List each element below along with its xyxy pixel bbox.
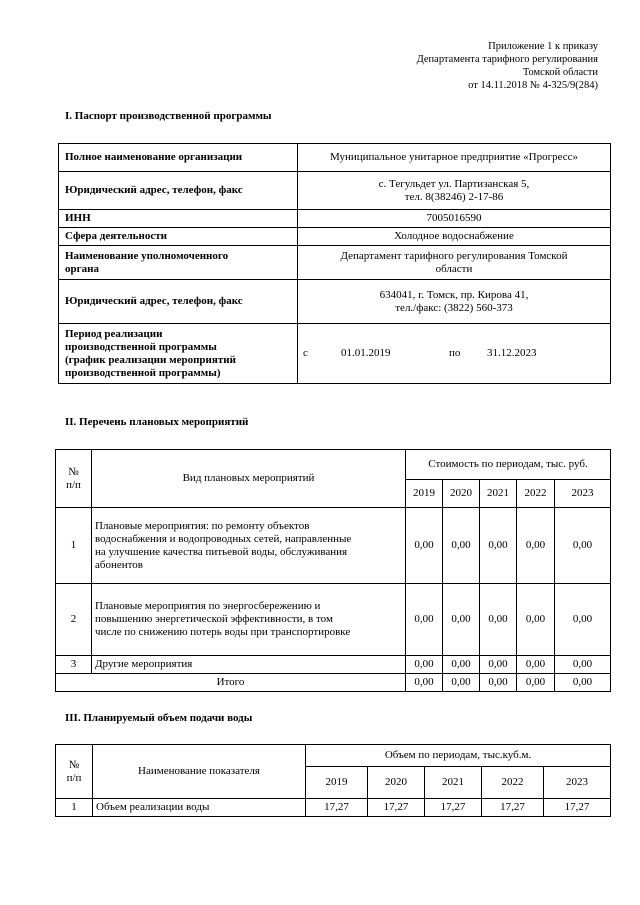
- year-header: 2020: [368, 767, 425, 799]
- row-label: Юридический адрес, телефон, факс: [59, 280, 298, 324]
- header-line: №: [68, 465, 79, 478]
- to-date: 31.12.2023: [487, 347, 537, 359]
- value-line: тел. 8(38246) 2-17-86: [404, 190, 504, 203]
- col-num-header: [56, 450, 92, 508]
- col-cost-header: Стоимость по периодам, тыс. руб.: [406, 450, 611, 480]
- row-num: 3: [56, 656, 92, 674]
- row-value: 0,00: [517, 584, 555, 656]
- row-value: 0,00: [443, 584, 480, 656]
- desc-line: на улучшение качества питьевой воды, обслуживания: [95, 545, 348, 558]
- table-row: [56, 508, 611, 584]
- table-row: [56, 584, 611, 656]
- section1-title: I. Паспорт производственной программы: [65, 110, 272, 122]
- row-value: 0,00: [555, 656, 611, 674]
- row-value: 17,27: [425, 799, 482, 817]
- value-line: 634041, г. Томск, пр. Кирова 41,: [379, 288, 529, 301]
- row-value: Холодное водоснабжение: [298, 228, 611, 246]
- label-line: Наименование уполномоченного: [65, 249, 229, 262]
- row-desc: [92, 584, 406, 656]
- value-line: тел./факс: (3822) 560-373: [395, 301, 513, 314]
- row-label: Сфера деятельности: [59, 228, 298, 246]
- table-row: [59, 172, 611, 210]
- row-num: 1: [56, 799, 93, 817]
- period-value: [298, 324, 611, 384]
- header-line: п/п: [66, 478, 81, 491]
- row-value: 17,27: [544, 799, 611, 817]
- col-name-header: Наименование показателя: [93, 745, 306, 799]
- row-value: 0,00: [406, 656, 443, 674]
- header-line: от 14.11.2018 № 4-325/9(284): [468, 80, 598, 91]
- table-row: [59, 324, 611, 384]
- total-label: Итого: [56, 674, 406, 692]
- table-row: [56, 656, 611, 674]
- total-value: 0,00: [517, 674, 555, 692]
- water-volume-table: [55, 744, 611, 817]
- label-line: (график реализации мероприятий: [65, 353, 236, 366]
- year-header: 2022: [482, 767, 544, 799]
- total-value: 0,00: [555, 674, 611, 692]
- total-value: 0,00: [480, 674, 517, 692]
- header-line: Приложение 1 к приказу: [488, 41, 598, 52]
- table-row: [56, 799, 611, 817]
- row-value: 0,00: [406, 508, 443, 584]
- row-label: Полное наименование организации: [59, 144, 298, 172]
- row-value: 0,00: [555, 584, 611, 656]
- row-label: [59, 246, 298, 280]
- desc-line: абонентов: [95, 558, 143, 571]
- header-line: п/п: [66, 771, 82, 784]
- row-value: [298, 280, 611, 324]
- measures-table: [55, 449, 611, 692]
- desc-line: повышению энергетической эффективности, в том: [95, 613, 333, 625]
- row-value: 17,27: [368, 799, 425, 817]
- total-value: 0,00: [443, 674, 480, 692]
- row-value: Муниципальное унитарное предприятие «Прогресс»: [298, 144, 611, 172]
- table-row: [59, 210, 611, 228]
- label-line: Период реализации: [65, 327, 163, 340]
- row-value: 0,00: [555, 508, 611, 584]
- table-row: [59, 280, 611, 324]
- year-header: 2021: [480, 480, 517, 508]
- row-label: ИНН: [59, 210, 298, 228]
- section2-title: II. Перечень плановых мероприятий: [65, 416, 249, 428]
- desc-line: Плановые мероприятия по энергосбережению и: [95, 600, 321, 612]
- row-value: 0,00: [480, 508, 517, 584]
- from-date: 01.01.2019: [341, 347, 391, 359]
- total-value: 0,00: [406, 674, 443, 692]
- total-row: [56, 674, 611, 692]
- header-line: Томской области: [522, 67, 598, 78]
- row-value: 0,00: [443, 508, 480, 584]
- year-header: 2021: [425, 767, 482, 799]
- row-desc: [92, 508, 406, 584]
- desc-line: водоснабжения и водопроводных сетей, направленные: [95, 532, 352, 545]
- label-line: органа: [65, 262, 99, 275]
- value-line: области: [435, 262, 473, 275]
- header-line: №: [68, 758, 80, 771]
- passport-table: [58, 143, 611, 384]
- col-num-header: [56, 745, 93, 799]
- year-header: 2023: [555, 480, 611, 508]
- row-value: 0,00: [517, 508, 555, 584]
- table-header-row: [56, 745, 611, 767]
- row-value: 0,00: [480, 656, 517, 674]
- to-word: по: [449, 347, 461, 359]
- row-value: 0,00: [517, 656, 555, 674]
- table-row: [59, 246, 611, 280]
- row-num: 1: [56, 508, 92, 584]
- table-row: [59, 144, 611, 172]
- row-value: 0,00: [443, 656, 480, 674]
- label-line: производственной программы): [65, 366, 221, 379]
- row-name: Объем реализации воды: [93, 799, 306, 817]
- document-header: [417, 40, 598, 92]
- section3-title: III. Планируемый объем подачи воды: [65, 712, 253, 724]
- row-value: [298, 172, 611, 210]
- row-label: [59, 324, 298, 384]
- table-header-row: [56, 450, 611, 480]
- year-header: 2023: [544, 767, 611, 799]
- desc-line: числе по снижению потерь воды при транспортировке: [95, 626, 351, 638]
- row-label: Юридический адрес, телефон, факс: [59, 172, 298, 210]
- row-value: 17,27: [482, 799, 544, 817]
- table-row: [59, 228, 611, 246]
- row-value: 7005016590: [298, 210, 611, 228]
- label-line: производственной программы: [65, 340, 217, 353]
- header-line: Департамента тарифного регулирования: [416, 54, 598, 65]
- from-word: с: [303, 347, 308, 359]
- col-volume-header: Объем по периодам, тыс.куб.м.: [306, 745, 611, 767]
- desc-line: Плановые мероприятия: по ремонту объектов: [95, 519, 310, 532]
- row-desc: Другие мероприятия: [92, 656, 406, 674]
- year-header: 2019: [406, 480, 443, 508]
- year-header: 2022: [517, 480, 555, 508]
- row-value: [298, 246, 611, 280]
- row-value: 0,00: [406, 584, 443, 656]
- col-type-header: Вид плановых мероприятий: [92, 450, 406, 508]
- year-header: 2020: [443, 480, 480, 508]
- row-value: 17,27: [306, 799, 368, 817]
- row-value: 0,00: [480, 584, 517, 656]
- value-line: Департамент тарифного регулирования Томской: [340, 249, 568, 262]
- value-line: с. Тегульдет ул. Партизанская 5,: [378, 177, 530, 190]
- row-num: 2: [56, 584, 92, 656]
- year-header: 2019: [306, 767, 368, 799]
